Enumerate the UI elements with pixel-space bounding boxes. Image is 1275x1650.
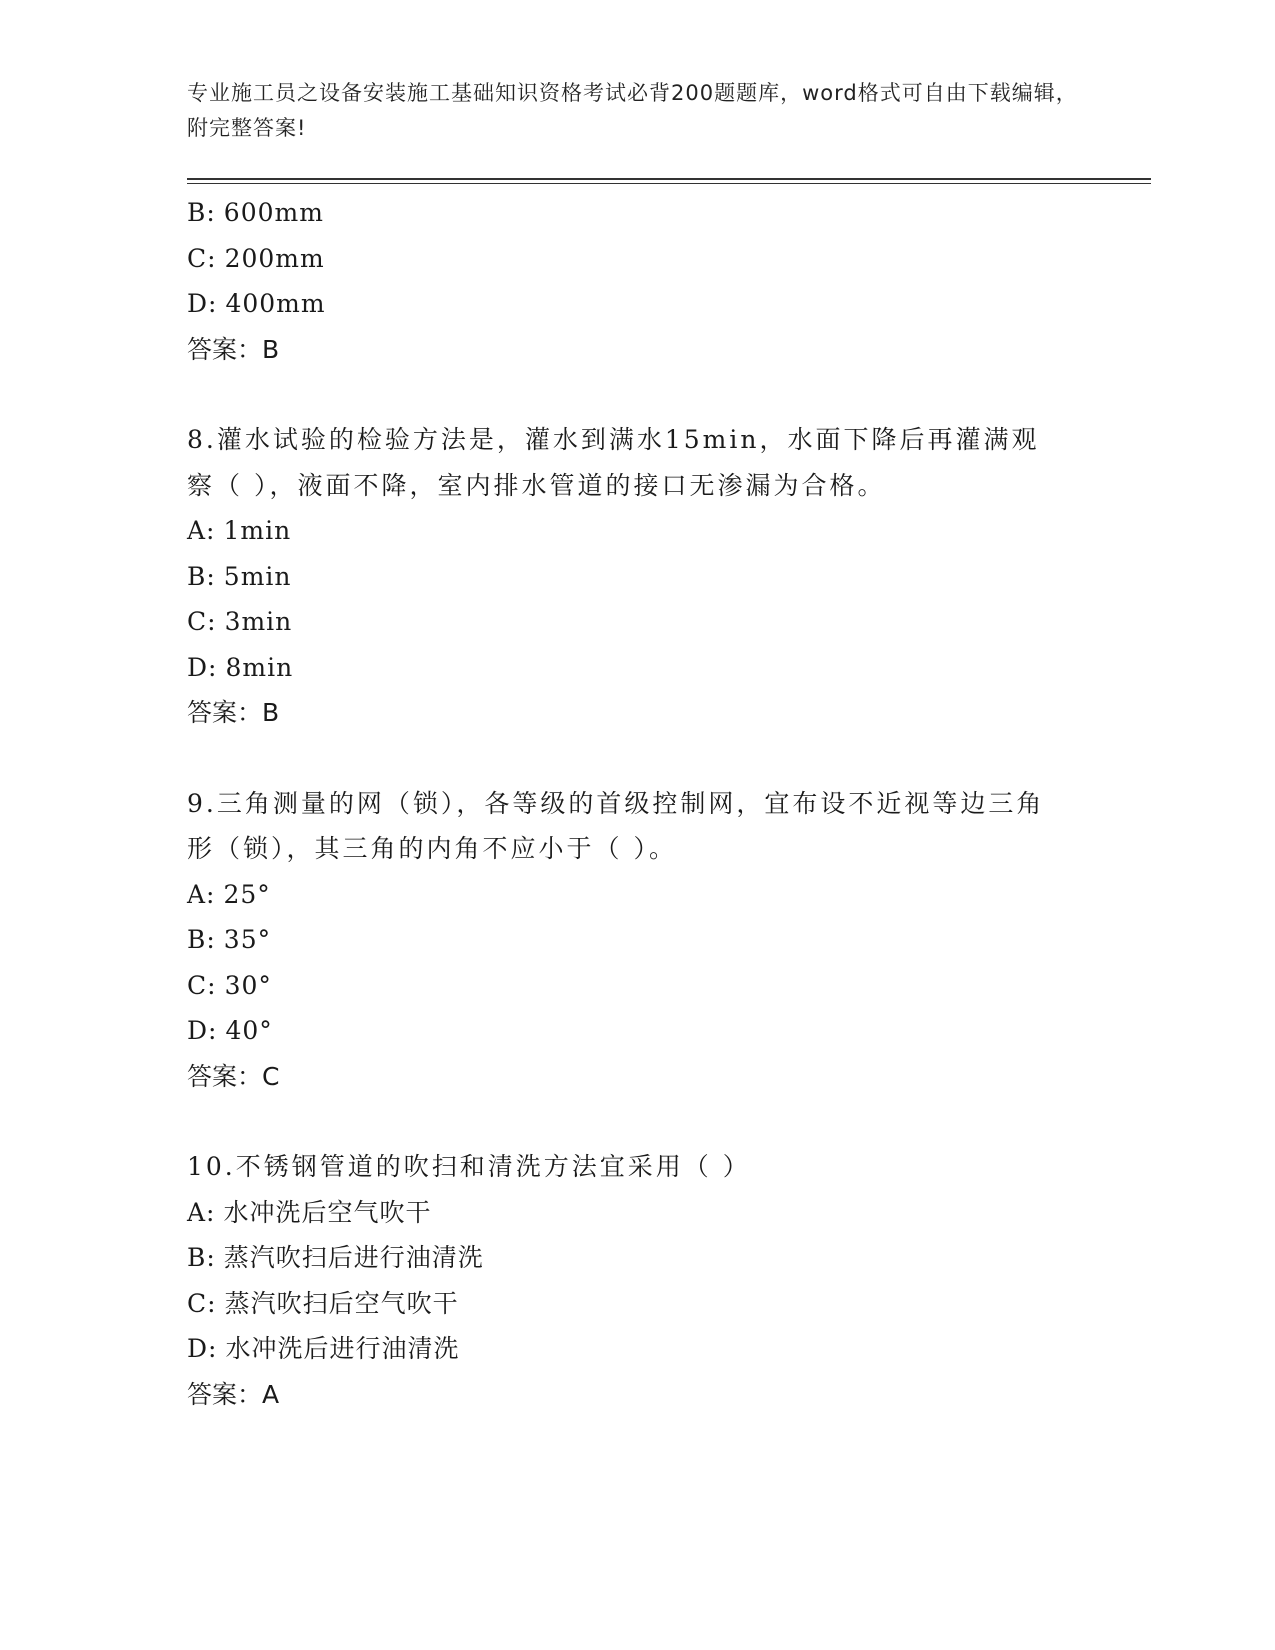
option-b: B: 5min: [187, 561, 292, 591]
question-content: [187, 190, 1087, 1417]
answer: 答案：A: [187, 1379, 280, 1409]
option-c: C: 30°: [187, 970, 272, 1000]
question-text: 10.不锈钢管道的吹扫和清洗方法宜采用（ ）: [187, 1152, 751, 1181]
spacer: [187, 736, 1087, 781]
answer: 答案：C: [187, 1061, 280, 1091]
answer: 答案：B: [187, 334, 280, 364]
option-d: D: 400mm: [187, 289, 326, 318]
option-c: C: 3min: [187, 607, 293, 636]
answer: 答案：B: [187, 698, 280, 727]
header-title: 专业施工员之设备安装施工基础知识资格考试必背200题题库，word格式可自由下载编辑，附完整答案!: [187, 81, 1078, 140]
question-9: [187, 781, 1087, 1100]
question-text: 9.三角测量的网（锁），各等级的首级控制网，宜布设不近视等边三角形（锁），其三角的内角不应小于（ ）。: [187, 788, 1045, 863]
option-a: A: 1min: [187, 516, 292, 545]
option-d: D: 8min: [187, 652, 294, 682]
question-text: 8.灌水试验的检验方法是，灌水到满水15min，水面下降后再灌满观察（ ），液面不降，室内排水管道的接口无渗漏为合格。: [187, 425, 1040, 500]
option-b: B: 600mm: [187, 198, 324, 227]
option-c: C: 蒸汽吹扫后空气吹干: [187, 1288, 459, 1318]
question-8: [187, 417, 1087, 736]
header-rule-thin: [187, 183, 1151, 184]
question-7-continued: [187, 190, 1087, 372]
header-rule-thick: [187, 178, 1151, 180]
option-d: D: 40°: [187, 1016, 273, 1045]
spacer: [187, 372, 1087, 417]
spacer: [187, 1099, 1087, 1144]
option-a: A: 水冲洗后空气吹干: [187, 1197, 432, 1227]
option-b: B: 蒸汽吹扫后进行油清洗: [187, 1243, 484, 1272]
option-c: C: 200mm: [187, 243, 325, 273]
option-b: B: 35°: [187, 925, 272, 954]
question-10: [187, 1144, 1087, 1417]
option-d: D: 水冲洗后进行油清洗: [187, 1334, 460, 1363]
document-header: [187, 76, 1087, 146]
option-a: A: 25°: [187, 879, 271, 909]
